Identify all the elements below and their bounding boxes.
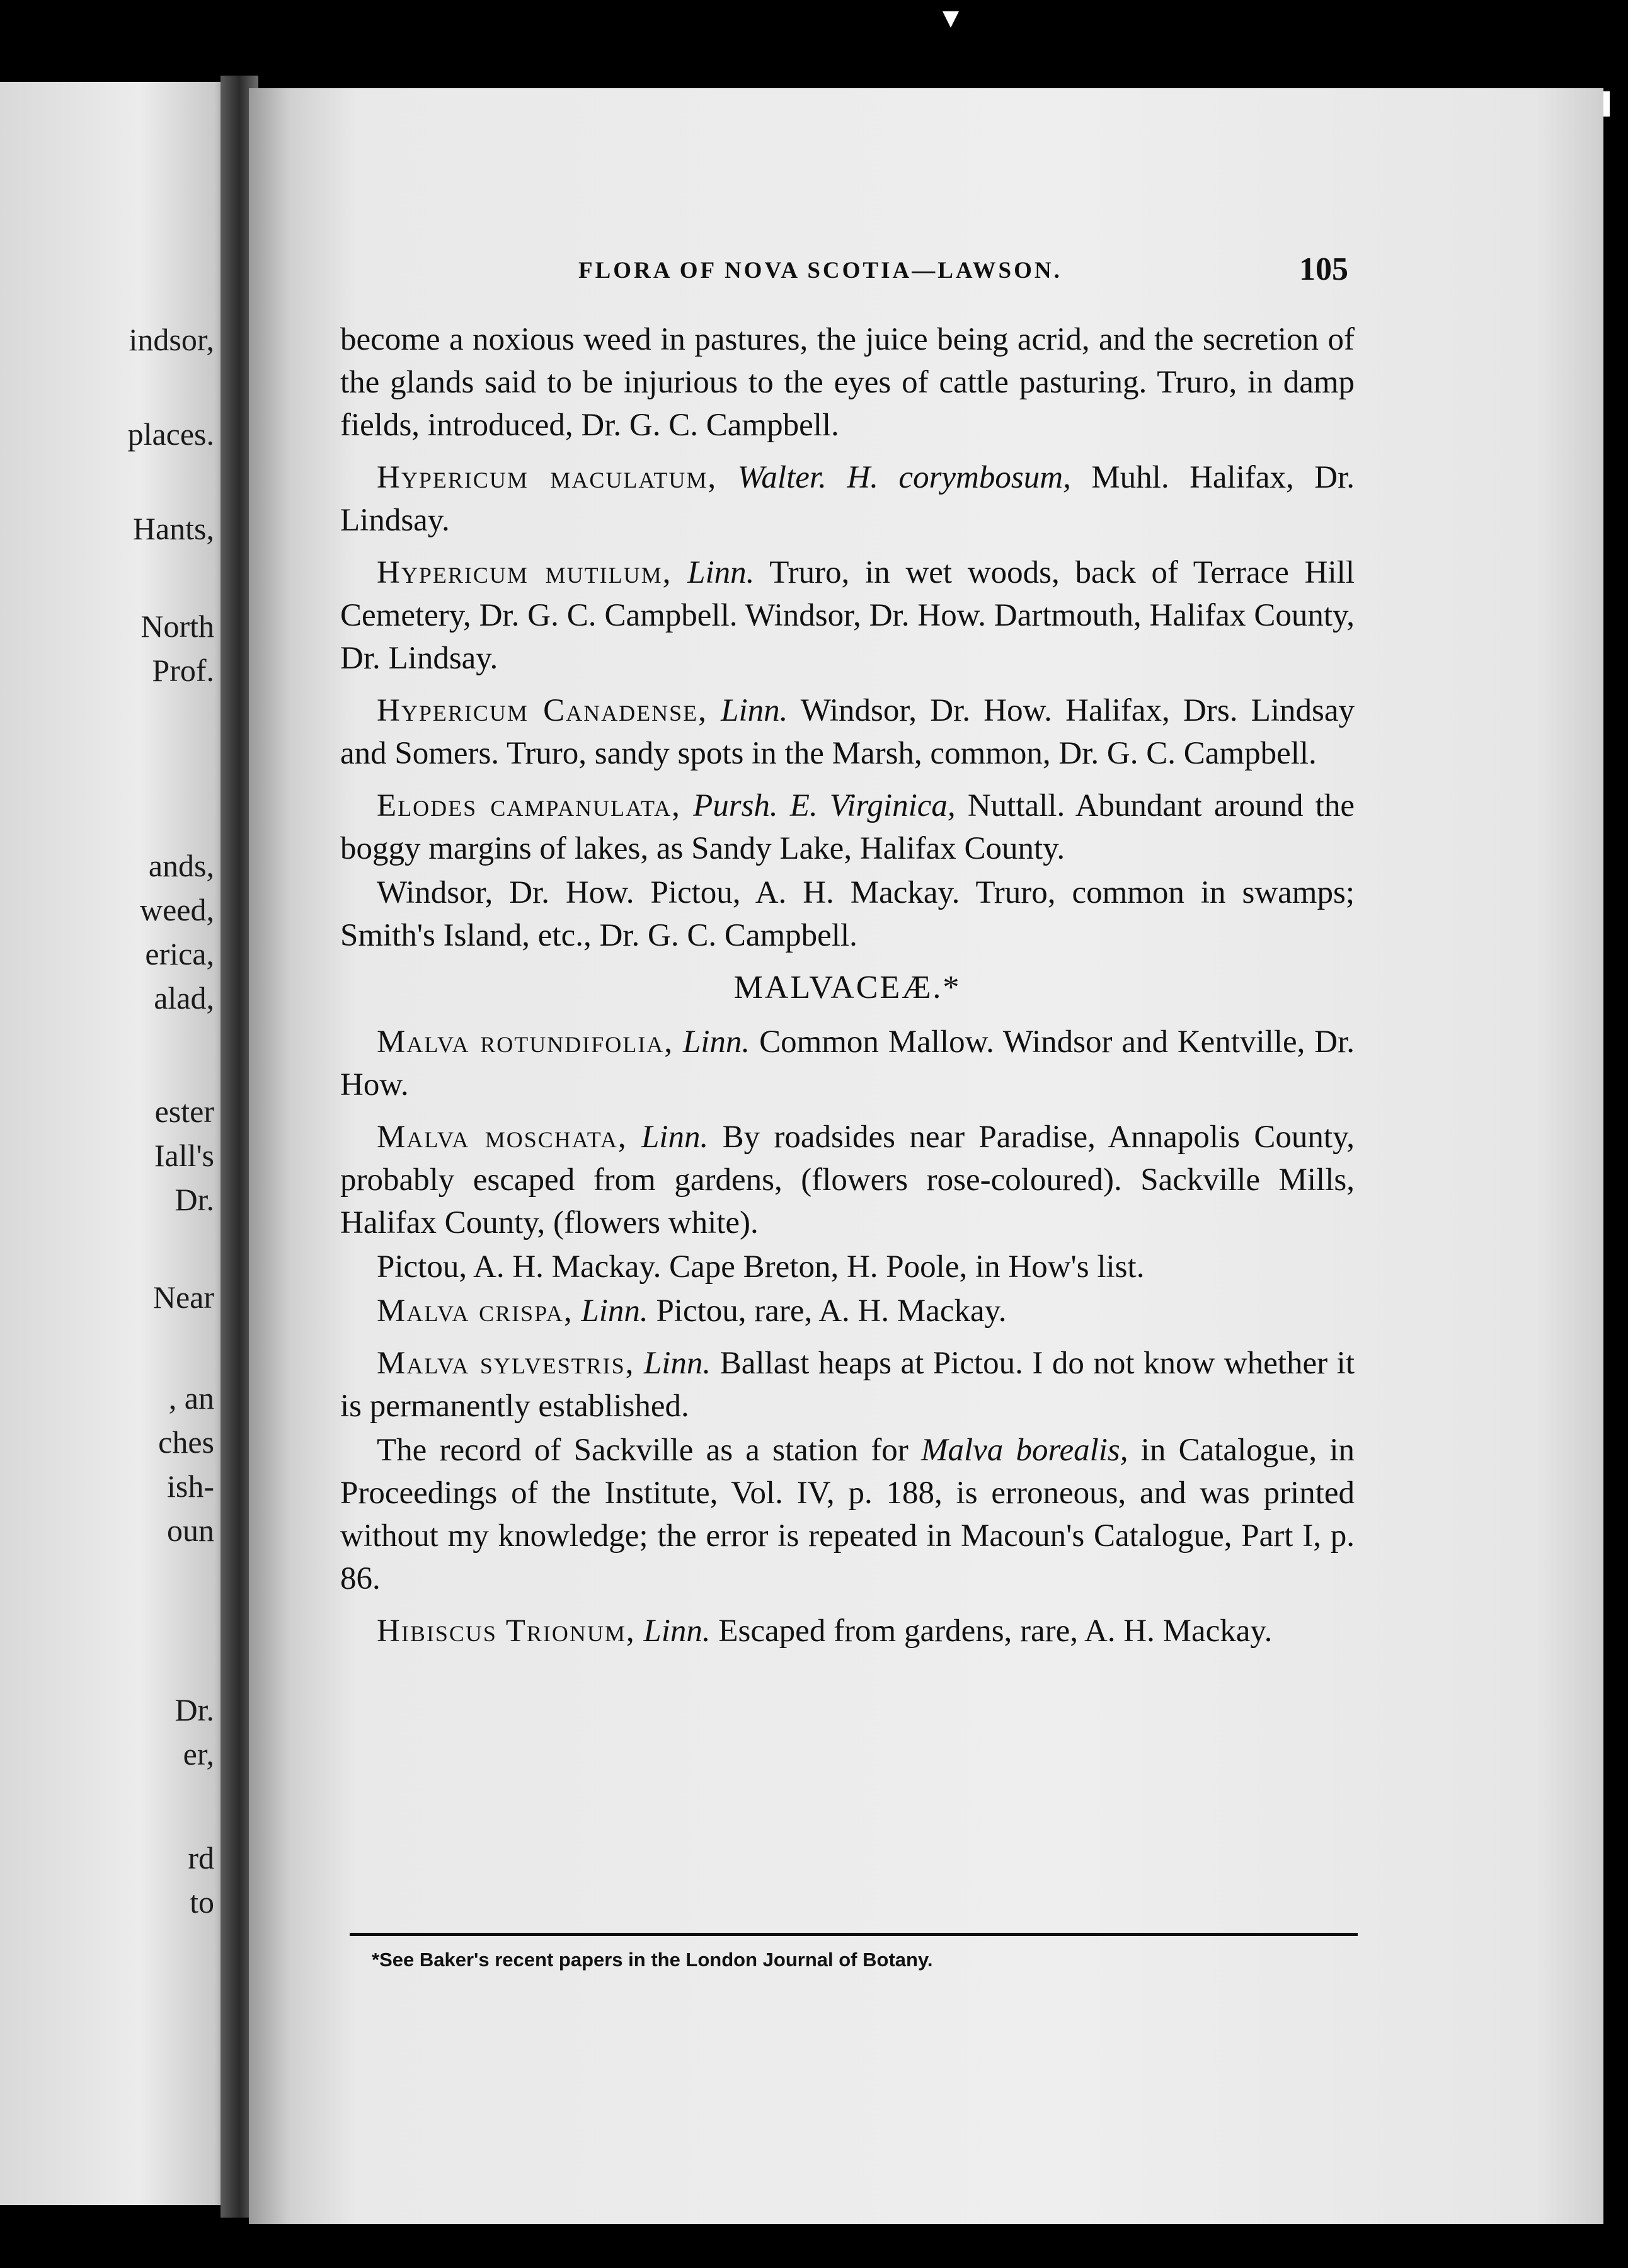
species-name: Malva crispa, [377,1293,573,1329]
left-facing-page [0,82,233,2205]
paragraph: Pictou, A. H. Mackay. Cape Breton, H. Poole, in How's list. [377,1249,1145,1285]
species-entry: Elodes campanulata, Pursh. E. Virginica, Nuttall. Abundant around the boggy margins of lakes, as Sandy Lake, Halifax County. [340,788,1355,866]
left-page-fragment: oun [167,1513,214,1548]
species-italic: Malva borealis, [921,1433,1128,1468]
left-page-fragment: ands, [148,848,214,883]
species-entry: Hypericum Canadense, Linn. Windsor, Dr. How. Halifax, Drs. Lindsay and Somers. Truro, sandy spots in the Marsh, common, Dr. G. C. Campbell. [340,693,1355,771]
species-name: Hypericum Canadense, [377,693,708,728]
left-page-fragment: erica, [145,936,214,971]
left-page-fragment: ester [154,1094,214,1129]
left-page-fragment: indsor, [129,322,214,357]
section-title: MALVACEÆ.* [733,970,961,1005]
species-authority: Linn. [682,1024,750,1060]
left-page-fragment: Dr. [175,1182,214,1217]
left-page-fragment: Dr. [175,1692,214,1727]
species-authority: Linn. [581,1293,648,1329]
species-entry: Malva sylvestris, Linn. Ballast heaps at Pictou. I do not know whether it is permanently established. [340,1346,1355,1424]
species-authority: Linn. [643,1613,711,1649]
species-authority: Walter. [737,460,827,495]
left-page-fragment: ches [158,1424,214,1460]
synonym: H. corymbosum, [847,460,1071,495]
footnote: *See Baker's recent papers in the London Journal of Botany. [372,1949,933,1971]
species-entry: Malva moschata, Linn. By roadsides near Paradise, Annapolis County, probably escaped from gardens, (flowers rose-coloured). Sackville Mills, Halifax County, (flowers white). [340,1120,1355,1240]
left-page-fragment: places. [127,416,214,452]
species-entry: Hypericum mutilum, Linn. Truro, in wet woods, back of Terrace Hill Cemetery, Dr. G. C. Campbell. Windsor, Dr. How. Dartmouth, Halifax County, Dr. Lindsay. [340,555,1355,676]
paragraph: The record of Sackville as a station for Malva borealis, in Catalogue, in Proceedings of the Institute, Vol. IV, p. 188, is erroneous, and was printed without my knowledge; the error is repeated in Macoun's Catalogue, Part I, p. 86. [340,1433,1355,1596]
species-authority: Linn. [721,693,788,728]
species-entry: Malva crispa, Linn. Pictou, rare, A. H. Mackay. [377,1293,1007,1329]
left-page-fragment: er, [183,1736,214,1772]
synonym: E. Virginica, [789,788,956,823]
species-authority: Linn. [641,1120,709,1155]
scan-marker [943,11,959,28]
species-name: Elodes campanulata, [377,788,681,823]
paragraph: Windsor, Dr. How. Pictou, A. H. Mackay. Truro, common in swamps; Smith's Island, etc., Dr. G. C. Campbell. [340,875,1355,953]
left-page-fragment: ish- [167,1469,214,1504]
left-page-fragment: rd [188,1840,214,1876]
left-page-fragment: Near [152,1280,214,1315]
species-authority: Linn. [643,1346,711,1381]
left-page-fragment: North [140,609,214,644]
species-name: Hibiscus Trionum, [377,1613,636,1649]
page-number: 105 [1299,251,1348,287]
species-name: Hypericum mutilum, [377,555,672,590]
species-name: Malva rotundifolia, [377,1024,674,1060]
running-title: FLORA OF NOVA SCOTIA—LAWSON. [578,258,1062,284]
left-page-fragment: Prof. [152,653,214,688]
species-entry: Hypericum maculatum, Walter. H. corymbosum, Muhl. Halifax, Dr. Lindsay. [340,460,1355,538]
left-page-fragment: alad, [154,980,214,1016]
species-name: Malva sylvestris, [377,1346,635,1381]
left-page-fragment: weed, [140,892,214,927]
left-page-fragment: Hants, [132,511,214,546]
page-body [340,318,1355,1662]
species-authority: Pursh. [693,788,778,823]
left-page-fragment: , an [168,1380,214,1416]
paragraph: become a noxious weed in pastures, the juice being acrid, and the secretion of the glands said to be injurious to the eyes of cattle pasturing. Truro, in damp fields, introduced, Dr. G. C. Campbell. [340,322,1355,443]
species-name: Malva moschata, [377,1120,628,1155]
species-name: Hypericum maculatum, [377,460,718,495]
scan-marker [1603,91,1610,117]
left-page-fragment: to [190,1884,214,1920]
species-authority: Linn. [687,555,755,590]
species-entry: Hibiscus Trionum, Linn. Escaped from gardens, rare, A. H. Mackay. [377,1613,1273,1649]
species-entry: Malva rotundifolia, Linn. Common Mallow. Windsor and Kentville, Dr. How. [340,1024,1355,1102]
footnote-rule [350,1933,1358,1936]
left-page-fragment: Iall's [154,1138,214,1173]
